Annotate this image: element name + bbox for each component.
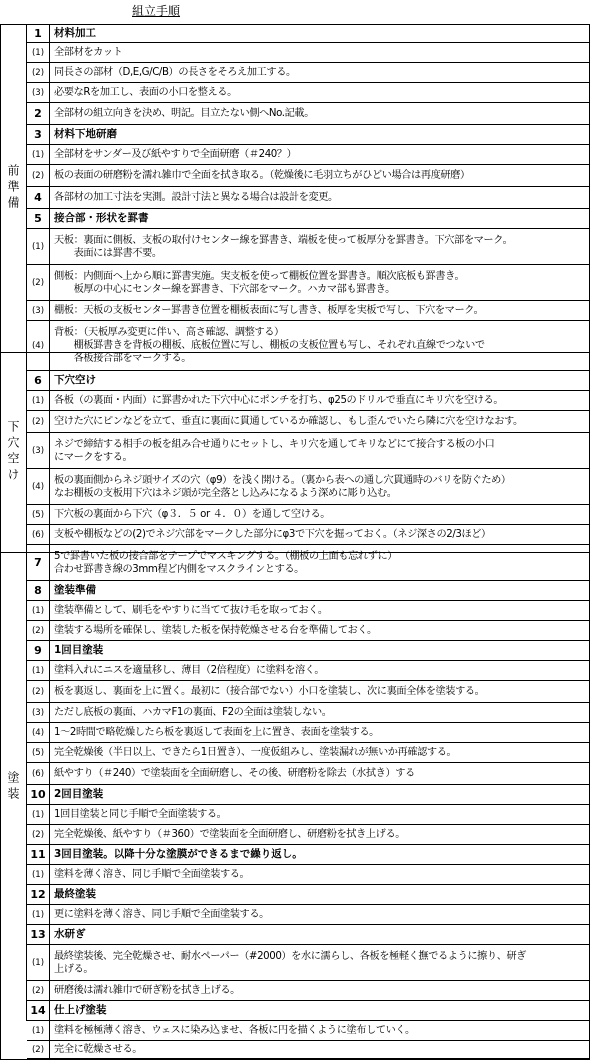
- step-text: 背板：（天板厚み変更に伴い、高さ確認、調整する） 棚板罫書きを背板の棚板、底板位置に写し、棚板の支板位置も写し、それぞれ直線でつないで 各板接合部をマークする。: [54, 327, 485, 364]
- table-row: [27, 825, 589, 845]
- table-row: [27, 621, 589, 641]
- step-number: 12: [27, 885, 50, 904]
- substep-number: (2): [27, 621, 50, 640]
- step-text: 各部材の加工寸法を実測。設計寸法と異なる場合は設計を変更。: [54, 192, 338, 203]
- step-heading: 材料加工: [54, 26, 96, 39]
- phase-label: [0, 24, 27, 352]
- step-text: 塗料入れにニスを適量移し、薄目（2倍程度）に塗料を溶く。: [54, 665, 325, 676]
- table-row: [27, 145, 589, 165]
- table-row: [27, 505, 589, 525]
- step-heading: 接合部・形状を罫書: [54, 212, 149, 224]
- step-text: 必要なRを加工し、表面の小口を整える。: [54, 87, 237, 98]
- step-text: 完全に乾燥させる。: [54, 1044, 143, 1055]
- step-text: 5で罫書いた板の接合部をテープでマスキングする。（棚板の上面も忘れずに） 合わせ罫書き線の3mm程ど内側をマスクラインとする。: [54, 550, 398, 575]
- substep-number: (2): [27, 411, 50, 432]
- substep-number: (1): [27, 805, 50, 824]
- table-row: [27, 743, 589, 763]
- substep-number: (1): [27, 43, 50, 62]
- phase-label-text: 前準備: [6, 164, 20, 212]
- step-number: 11: [27, 845, 50, 864]
- step-text: 塗装する場所を確保し、塗装した板を保持乾燥させる台を準備しておく。: [54, 625, 377, 636]
- step-number: 6: [27, 371, 50, 390]
- substep-number: (2): [27, 1041, 50, 1058]
- substep-number: (2): [27, 63, 50, 82]
- step-text: 塗料を薄く溶き、同じ手順で全面塗装する。: [54, 869, 250, 880]
- table-row: [27, 661, 589, 681]
- step-number: 3: [27, 125, 50, 144]
- table-row: [27, 103, 589, 125]
- step-heading: 仕上げ塗装: [54, 1004, 107, 1016]
- substep-number: (1): [27, 391, 50, 410]
- table-row: [27, 63, 589, 83]
- table-row: [27, 925, 589, 945]
- step-text: 紙やすり（＃240）で塗装面を全面研磨し、その後、研磨粉を除去（水拭き）する: [54, 768, 415, 779]
- table-row: [27, 525, 589, 545]
- step-heading: 最終塗装: [54, 888, 96, 900]
- table-row: [27, 83, 589, 103]
- step-text: 天板：裏面に側板、支板の取付けセンター線を罫書き、端板を使って板厚分を罫書き。下穴部をマーク。 表面には罫書不要。: [54, 234, 513, 259]
- step-number: 7: [27, 545, 50, 580]
- step-text: 板を裏返し、裏面を上に置く。最初に（接合部でない）小口を塗装し、次に裏面全体を塗装する。: [54, 686, 485, 697]
- table-row: [27, 229, 589, 265]
- step-number: 2: [27, 103, 50, 124]
- step-text: 同長さの部材（D,E,G/C/B）の長さをそろえ加工する。: [54, 67, 296, 78]
- step-text: 支板や棚板などの(2)でネジ穴部をマークした部分にφ3で下穴を掘っておく。（ネジ深さの2/3ほど）: [54, 529, 491, 540]
- table-row: [27, 469, 589, 505]
- substep-number: (1): [27, 1021, 50, 1040]
- table-row: [27, 1001, 589, 1021]
- table-row: [27, 187, 589, 209]
- step-heading: 1回目塗装: [54, 644, 104, 656]
- step-text: 最終塗装後、完全乾燥させ、耐水ペーパー（#2000）を水に濡らし、各板を極軽く撫でるように擦り、研ぎ 上げる。: [54, 950, 527, 975]
- step-heading: 下穴空け: [54, 374, 96, 386]
- table-row: [27, 885, 589, 905]
- step-text: ただし底板の裏面、ハカマF1の裏面、F2の全面は塗装しない。: [54, 707, 332, 718]
- substep-number: (2): [27, 165, 50, 186]
- table-row: [27, 433, 589, 469]
- table-row: [27, 703, 589, 723]
- step-text: 全部材をサンダー及び紙やすりで全面研磨（＃240？）: [54, 149, 297, 160]
- step-number: 10: [27, 785, 50, 804]
- step-text: 完全乾燥後（半日以上、できたら1日置き）、一度仮組みし、塗装漏れが無いか再確認する。: [54, 747, 457, 758]
- phase-label-text: 下穴空け: [6, 420, 20, 484]
- step-text: 1回目塗装と同じ手順で全面塗装する。: [54, 809, 227, 820]
- substep-number: (4): [27, 723, 50, 742]
- step-text: 研磨後は濡れ雑巾で研ぎ粉を拭き上げる。: [54, 985, 240, 996]
- substep-number: (2): [27, 981, 50, 1000]
- substep-number: (2): [27, 681, 50, 702]
- step-heading: 3回目塗装。以降十分な塗膜ができるまで繰り返し。: [54, 848, 303, 860]
- table-row: [27, 411, 589, 433]
- phase-label: [0, 352, 27, 552]
- substep-number: (3): [27, 433, 50, 468]
- substep-number: (1): [27, 905, 50, 924]
- table-row: [27, 321, 589, 371]
- step-text: 板の裏面側からネジ頭サイズの穴（φ9）を浅く開ける。（裏から表への通し穴貫通時のバリを防ぐため） なお棚板の支板用下穴はネジ頭が完全落とし込みになるよう深めに彫り込む。: [54, 474, 511, 499]
- step-text: ネジで締結する相手の板を組み合せ通りにセットし、キリ穴を通してキリなどにて接合する板の小口 にマークをする。: [54, 438, 495, 463]
- step-number: 4: [27, 187, 50, 208]
- phase-label: [0, 552, 27, 1021]
- table-row: [27, 1041, 589, 1059]
- table-row: [27, 905, 589, 925]
- step-text: 塗料を極極薄く溶き、ウェスに染み込ませ、各板に円を描くように塗布していく。: [54, 1025, 415, 1036]
- step-heading: 材料下地研磨: [54, 128, 117, 140]
- substep-number: (3): [27, 301, 50, 320]
- substep-number: (1): [27, 865, 50, 884]
- table-row: [27, 24, 589, 43]
- step-number: 8: [27, 581, 50, 600]
- table-row: [27, 981, 589, 1001]
- table-row: [27, 125, 589, 145]
- step-text: 塗装準備として、刷毛をやすりに当てて抜け毛を取っておく。: [54, 605, 328, 616]
- table-row: [27, 391, 589, 411]
- substep-number: (1): [27, 601, 50, 620]
- table-row: [27, 641, 589, 661]
- step-number: 5: [27, 209, 50, 228]
- substep-number: (4): [27, 321, 50, 370]
- substep-number: (5): [27, 743, 50, 762]
- step-text: 空けた穴にピンなどを立て、垂直に裏面に貫通しているか確認し、もし歪んでいたら隣に穴を空けなおす。: [54, 416, 523, 427]
- page-title: 組立手順: [132, 4, 181, 18]
- table-row: [27, 1021, 589, 1041]
- table-row: [27, 43, 589, 63]
- substep-number: (1): [27, 945, 50, 980]
- substep-number: (6): [27, 763, 50, 784]
- step-number: 13: [27, 925, 50, 944]
- table-row: [27, 865, 589, 885]
- substep-number: (1): [27, 229, 50, 264]
- step-text: 全部材の組立向きを決め、明記。目立たない側へNo.記載。: [54, 108, 314, 119]
- table-row: [27, 165, 589, 187]
- phase-label-text: 塗装: [6, 770, 20, 803]
- substep-number: (6): [27, 525, 50, 544]
- table-row: [27, 805, 589, 825]
- table-row: [27, 371, 589, 391]
- step-number: 1: [27, 24, 50, 42]
- step-number: 14: [27, 1001, 50, 1020]
- step-heading: 塗装準備: [54, 584, 96, 596]
- substep-number: (2): [27, 825, 50, 844]
- table-row: [27, 945, 589, 981]
- step-text: 1～2時間で略乾燥したら板を裏返して表面を上に置き、表面を塗装する。: [54, 727, 379, 738]
- step-text: 全部材をカット: [54, 47, 123, 58]
- substep-number: (4): [27, 469, 50, 504]
- step-text: 棚板：天板の支板センター罫書き位置を棚板表面に写し書き、板厚を実板で写し、下穴をマーク。: [54, 305, 484, 316]
- table-row: [27, 723, 589, 743]
- substep-number: (2): [27, 265, 50, 300]
- table-row: [27, 545, 589, 581]
- table-row: [27, 301, 589, 321]
- substep-number: (3): [27, 83, 50, 102]
- step-text: 側板：内側面へ上から順に罫書実施。実支板を使って棚板位置を罫書き。順次底板も罫書き。 板厚の中心にセンター線を罫書き、下穴部をマーク。ハカマ部も罫書き。: [54, 270, 465, 295]
- table-row: [27, 763, 589, 785]
- step-text: 下穴板の裏面から下穴（φ３．５ or ４．０）を通して空ける。: [54, 509, 331, 520]
- table-row: [27, 265, 589, 301]
- step-heading: 水研ぎ: [54, 928, 86, 940]
- substep-number: (3): [27, 703, 50, 722]
- step-text: 各板（の裏面・内面）に罫書かれた下穴中心にポンチを打ち、φ25のドリルで垂直にキリ穴を空ける。: [54, 395, 504, 406]
- step-number: 9: [27, 641, 50, 660]
- table-row: [27, 581, 589, 601]
- step-heading: 2回目塗装: [54, 788, 104, 800]
- table-row: [27, 681, 589, 703]
- table-row: [27, 785, 589, 805]
- step-text: 板の表面の研磨粉を濡れ雑巾で全面を拭き取る。（乾燥後に毛羽立ちがひどい場合は再度研磨）: [54, 170, 470, 181]
- substep-number: (1): [27, 145, 50, 164]
- substep-number: (1): [27, 661, 50, 680]
- table-row: [27, 601, 589, 621]
- substep-number: (5): [27, 505, 50, 524]
- table-row: [27, 845, 589, 865]
- step-text: 更に塗料を薄く溶き、同じ手順で全面塗装する。: [54, 909, 269, 920]
- table-row: [27, 209, 589, 229]
- step-text: 完全乾燥後、紙やすり（＃360）で塗装面を全面研磨し、研磨粉を拭き上げる。: [54, 829, 406, 840]
